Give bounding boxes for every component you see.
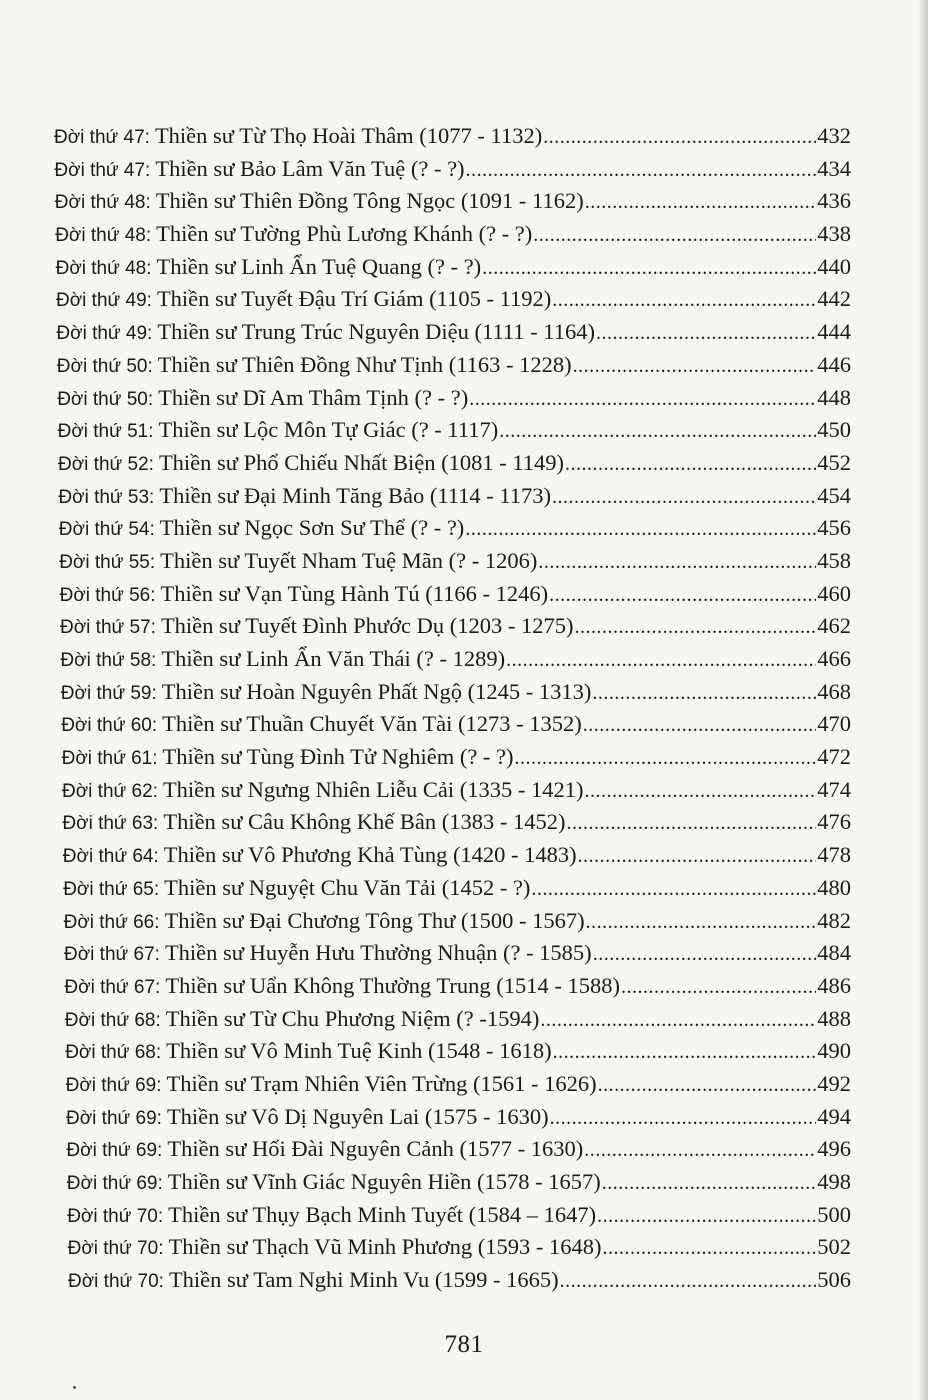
toc-entry xyxy=(0,512,928,545)
toc-entry xyxy=(0,708,928,741)
toc-master-name: Thiền sư Ngọc Sơn Sư Thể (? - ?) xyxy=(159,515,465,541)
toc-generation: Đời thứ 58: xyxy=(60,650,157,671)
toc-dot-leader xyxy=(499,415,816,448)
toc-dot-leader xyxy=(578,840,817,873)
toc-master-name: Thiền sư Thiên Đồng Như Tịnh (1163 - 1228) xyxy=(157,351,572,377)
toc-master-name: Thiền sư Đại Chương Tông Thư (1500 - 1567) xyxy=(164,907,585,933)
toc-dot-leader xyxy=(549,579,816,612)
toc-page-number: 468 xyxy=(817,678,851,704)
toc-dot-leader xyxy=(566,807,816,840)
toc-master-name: Thiền sư Phổ Chiếu Nhất Biện (1081 - 1149) xyxy=(158,449,565,475)
toc-entry xyxy=(0,741,928,774)
toc-page-number: 436 xyxy=(817,188,851,214)
toc-page-number: 506 xyxy=(817,1267,851,1293)
toc-generation: Đời thứ 50: xyxy=(56,355,153,377)
toc-master-name: Thiền sư Vô Phương Khả Tùng (1420 - 1483) xyxy=(163,842,577,868)
toc-generation: Đời thứ 53: xyxy=(58,486,155,508)
toc-page-number: 438 xyxy=(817,221,851,247)
toc-entry xyxy=(0,545,928,578)
toc-generation: Đời thứ 59: xyxy=(60,682,157,704)
toc-entry xyxy=(0,806,928,839)
toc-generation: Đời thứ 49: xyxy=(56,323,153,345)
toc-page-number: 488 xyxy=(817,1005,851,1031)
toc-master-name: Thiền sư Từ Chu Phương Niệm (? -1594) xyxy=(165,1005,540,1031)
toc-dot-leader xyxy=(482,252,816,285)
toc-entry xyxy=(0,1068,928,1101)
toc-generation: Đời thứ 68: xyxy=(65,1042,162,1064)
toc-page-number: 440 xyxy=(817,253,851,279)
toc-master-name: Thiền sư Trung Trúc Nguyên Diệu (1111 - 1164) xyxy=(157,319,595,345)
toc-dot-leader xyxy=(574,611,816,644)
toc-entry xyxy=(0,251,928,284)
toc-dot-leader xyxy=(506,644,816,677)
toc-page-number: 466 xyxy=(817,646,851,671)
toc-generation: Đời thứ 68: xyxy=(64,1009,161,1031)
toc-generation: Đời thứ 47: xyxy=(54,127,150,148)
toc-page-number: 452 xyxy=(817,449,851,475)
toc-page-number: 462 xyxy=(817,613,851,639)
toc-generation: Đời thứ 51: xyxy=(57,421,154,443)
toc-dot-leader xyxy=(538,546,816,579)
toc-generation: Đời thứ 70: xyxy=(67,1238,164,1260)
toc-dot-leader xyxy=(593,938,817,971)
toc-entry xyxy=(0,480,928,513)
toc-generation: Đời thứ 67: xyxy=(64,976,161,998)
toc-entry xyxy=(0,1199,928,1232)
toc-generation: Đời thứ 65: xyxy=(63,878,160,900)
toc-dot-leader xyxy=(465,513,816,546)
toc-page-number: 496 xyxy=(817,1136,851,1162)
toc-master-name: Thiền sư Thuần Chuyết Văn Tài (1273 - 1352) xyxy=(162,711,582,737)
toc-entry xyxy=(0,1035,928,1068)
toc-generation: Đời thứ 56: xyxy=(59,584,156,606)
toc-generation: Đời thứ 67: xyxy=(64,944,160,966)
toc-master-name: Thiền sư Lộc Môn Tự Giác (? - 1117) xyxy=(158,417,499,443)
table-of-contents xyxy=(0,120,928,1297)
toc-generation: Đời thứ 47: xyxy=(54,159,151,181)
toc-master-name: Thiền sư Vô Dị Nguyên Lai (1575 - 1630) xyxy=(166,1103,549,1129)
toc-master-name: Thiền sư Tùng Đình Tử Nghiêm (? - ?) xyxy=(162,744,514,770)
toc-master-name: Thiền sư Thạch Vũ Minh Phương (1593 - 1648) xyxy=(168,1234,602,1260)
toc-generation: Đời thứ 54: xyxy=(58,519,155,541)
toc-generation: Đời thứ 64: xyxy=(62,846,159,868)
toc-dot-leader xyxy=(586,906,817,939)
toc-dot-leader xyxy=(565,448,816,481)
toc-master-name: Thiền sư Linh Ẩn Tuệ Quang (? - ?) xyxy=(156,253,482,279)
toc-page-number: 450 xyxy=(817,417,851,443)
toc-dot-leader xyxy=(583,709,816,742)
toc-master-name: Thiền sư Tường Phù Lương Khánh (? - ?) xyxy=(156,221,533,247)
toc-generation: Đời thứ 62: xyxy=(62,780,158,802)
toc-page-number: 456 xyxy=(817,515,851,541)
toc-master-name: Thiền sư Vô Minh Tuệ Kinh (1548 - 1618) xyxy=(166,1038,552,1064)
toc-entry xyxy=(0,185,928,218)
toc-entry xyxy=(0,872,928,905)
toc-page-number: 460 xyxy=(817,580,851,606)
toc-master-name: Thiền sư Vĩnh Giác Nguyên Hiền (1578 - 1657) xyxy=(167,1169,601,1194)
toc-generation: Đời thứ 49: xyxy=(56,290,152,312)
toc-dot-leader xyxy=(550,1102,817,1135)
toc-master-name: Thiền sư Ngưng Nhiên Liễu Cải (1335 - 1421) xyxy=(162,776,584,802)
toc-dot-leader xyxy=(621,971,816,1004)
toc-master-name: Thiền sư Tuyết Đậu Trí Giám (1105 - 1192) xyxy=(156,286,552,312)
toc-page-number: 454 xyxy=(817,482,851,508)
toc-page-number: 434 xyxy=(817,155,851,181)
toc-entry xyxy=(0,120,928,153)
toc-entry xyxy=(0,153,928,186)
toc-generation: Đời thứ 69: xyxy=(66,1140,163,1162)
toc-dot-leader xyxy=(560,1265,817,1298)
toc-page-number: 492 xyxy=(817,1070,851,1096)
toc-entry xyxy=(0,610,928,643)
toc-page-number: 500 xyxy=(817,1201,851,1227)
toc-page-number: 498 xyxy=(817,1169,851,1194)
toc-entry xyxy=(0,839,928,872)
toc-generation: Đời thứ 50: xyxy=(57,388,154,410)
toc-entry xyxy=(0,1166,928,1199)
toc-page-number: 472 xyxy=(817,744,851,770)
toc-page-number: 446 xyxy=(817,351,851,377)
toc-dot-leader xyxy=(540,1004,816,1037)
toc-generation: Đời thứ 61: xyxy=(61,748,158,770)
toc-dot-leader xyxy=(552,481,816,514)
toc-page-number: 486 xyxy=(817,972,851,998)
toc-generation: Đời thứ 69: xyxy=(66,1173,163,1194)
toc-entry xyxy=(0,1264,928,1297)
toc-entry xyxy=(0,1101,928,1134)
toc-entry xyxy=(0,218,928,251)
toc-generation: Đời thứ 55: xyxy=(59,551,156,573)
toc-generation: Đời thứ 52: xyxy=(58,453,154,475)
toc-dot-leader xyxy=(466,154,817,187)
toc-entry xyxy=(0,283,928,316)
toc-page-number: 458 xyxy=(817,547,851,573)
toc-page-number: 484 xyxy=(817,940,851,966)
toc-generation: Đời thứ 69: xyxy=(66,1107,162,1129)
toc-master-name: Thiền sư Dĩ Am Thâm Tịnh (? - ?) xyxy=(158,384,469,410)
toc-generation: Đời thứ 57: xyxy=(60,617,156,639)
toc-page-number: 480 xyxy=(817,874,851,900)
toc-generation: Đời thứ 63: xyxy=(62,813,159,835)
toc-master-name: Thiền sư Đại Minh Tăng Bảo (1114 - 1173) xyxy=(159,482,552,508)
toc-entry xyxy=(0,643,928,676)
toc-page-number: 448 xyxy=(817,384,851,410)
toc-page-number: 478 xyxy=(817,842,851,868)
toc-master-name: Thiền sư Bảo Lâm Văn Tuệ (? - ?) xyxy=(155,155,465,181)
toc-entry xyxy=(0,905,928,938)
toc-generation: Đời thứ 60: xyxy=(61,715,158,737)
toc-entry xyxy=(0,1231,928,1264)
toc-dot-leader xyxy=(553,1036,817,1069)
page-edge-shadow xyxy=(918,0,928,1400)
toc-page-number: 482 xyxy=(817,907,851,933)
toc-page-number: 476 xyxy=(817,809,851,835)
toc-entry xyxy=(0,937,928,970)
toc-master-name: Thiền sư Câu Không Khế Bân (1383 - 1452) xyxy=(163,809,566,835)
toc-master-name: Thiền sư Vạn Tùng Hành Tú (1166 - 1246) xyxy=(160,580,549,606)
toc-entry xyxy=(0,414,928,447)
toc-master-name: Thiền sư Tuyết Đình Phước Dụ (1203 - 1275) xyxy=(160,613,574,639)
toc-dot-leader xyxy=(598,1069,817,1102)
toc-master-name: Thiền sư Trạm Nhiên Viên Trừng (1561 - 1626) xyxy=(166,1070,597,1096)
print-speck xyxy=(73,1386,76,1389)
toc-master-name: Thiền sư Tam Nghi Minh Vu (1599 - 1665) xyxy=(168,1267,559,1293)
toc-master-name: Thiền sư Thiên Đồng Tông Ngọc (1091 - 1162) xyxy=(155,188,584,214)
toc-entry xyxy=(0,1133,928,1166)
toc-master-name: Thiền sư Huyễn Hưu Thường Nhuận (? - 1585) xyxy=(164,940,592,966)
toc-dot-leader xyxy=(584,1134,816,1167)
toc-entry xyxy=(0,774,928,807)
toc-master-name: Thiền sư Uẩn Không Thường Trung (1514 - 1588) xyxy=(165,972,620,998)
toc-entry xyxy=(0,970,928,1003)
toc-dot-leader xyxy=(515,742,817,775)
toc-entry xyxy=(0,447,928,480)
toc-master-name: Thiền sư Thụy Bạch Minh Tuyết (1584 – 1647) xyxy=(168,1201,597,1227)
toc-dot-leader xyxy=(531,873,816,906)
toc-entry xyxy=(0,382,928,415)
toc-dot-leader xyxy=(602,1232,816,1265)
toc-generation: Đời thứ 66: xyxy=(63,911,160,933)
toc-dot-leader xyxy=(573,350,817,383)
toc-page-number: 442 xyxy=(817,286,851,312)
toc-page-number: 490 xyxy=(817,1038,851,1064)
toc-page-number: 474 xyxy=(817,776,851,802)
toc-dot-leader xyxy=(543,121,816,154)
toc-generation: Đời thứ 48: xyxy=(55,257,152,279)
toc-dot-leader xyxy=(597,1200,816,1233)
toc-master-name: Thiền sư Hoàn Nguyên Phất Ngộ (1245 - 1313) xyxy=(161,678,592,704)
toc-master-name: Thiền sư Nguyệt Chu Văn Tải (1452 - ?) xyxy=(164,874,531,900)
toc-dot-leader xyxy=(533,219,816,252)
toc-page-number: 432 xyxy=(817,123,851,148)
page-number: 781 xyxy=(444,1331,484,1358)
toc-master-name: Thiền sư Hối Đài Nguyên Cảnh (1577 - 1630) xyxy=(167,1136,584,1162)
toc-entry xyxy=(0,316,928,349)
toc-generation: Đời thứ 48: xyxy=(54,192,151,214)
toc-master-name: Thiền sư Linh Ẩn Văn Thái (? - 1289) xyxy=(161,646,506,671)
toc-generation: Đời thứ 70: xyxy=(68,1271,164,1293)
toc-entry xyxy=(0,1003,928,1036)
toc-entry xyxy=(0,676,928,709)
toc-dot-leader xyxy=(552,284,816,317)
toc-generation: Đời thứ 70: xyxy=(67,1205,164,1227)
toc-master-name: Thiền sư Tuyết Nham Tuệ Mãn (? - 1206) xyxy=(160,547,538,573)
toc-dot-leader xyxy=(585,775,817,808)
toc-generation: Đời thứ 69: xyxy=(65,1074,162,1096)
toc-page-number: 444 xyxy=(817,319,851,345)
toc-master-name: Thiền sư Từ Thọ Hoài Thâm (1077 - 1132) xyxy=(154,123,543,148)
toc-page-number: 502 xyxy=(817,1234,851,1260)
toc-dot-leader xyxy=(596,317,816,350)
toc-entry xyxy=(0,578,928,611)
toc-dot-leader xyxy=(469,383,816,416)
toc-dot-leader xyxy=(585,186,817,219)
toc-dot-leader xyxy=(602,1167,817,1200)
toc-generation: Đời thứ 48: xyxy=(55,225,152,247)
toc-entry xyxy=(0,349,928,382)
toc-dot-leader xyxy=(592,677,816,710)
toc-page-number: 494 xyxy=(817,1103,851,1129)
toc-page-number: 470 xyxy=(817,711,851,737)
